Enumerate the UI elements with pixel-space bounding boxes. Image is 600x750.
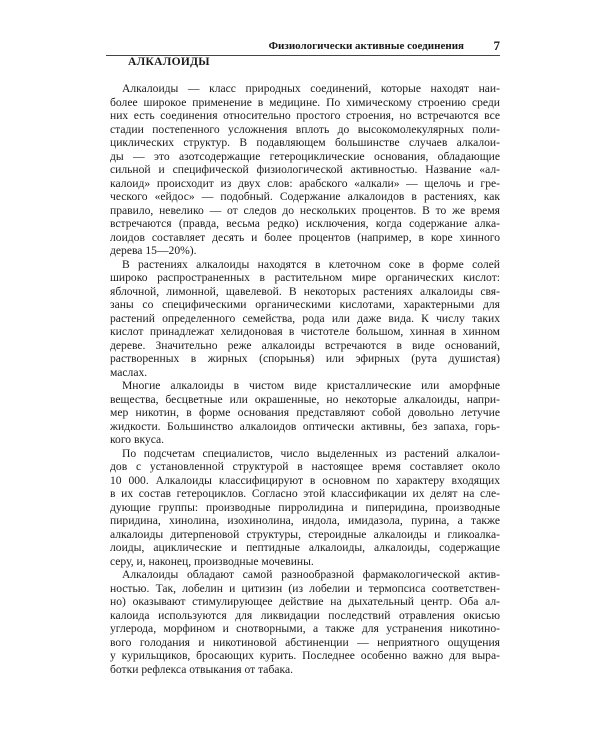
text-line: кого вкуса. (110, 433, 165, 446)
text-line: растворенных в жирных (спорынья) или эфирных (рута душистая) (110, 352, 500, 365)
text-line: жидкости. Большинство алкалоидов оптически активны, без запаха, горь- (110, 419, 500, 433)
text-line: сильной и специфической физиологической активностью. Название «ал- (110, 163, 500, 176)
text-line: пиридина, хинолина, изохинолина, индола, имидазола, пурина, а также (110, 514, 500, 527)
text-line: вещества, бесцветные или окрашенные, но некоторые алкалоиды, напри- (110, 392, 500, 406)
text-line: ботки рефлекса отвыкания от табака. (110, 662, 293, 676)
paragraph (110, 568, 500, 676)
text-line: маслах. (110, 365, 148, 379)
text-line: встречаются (правда, весьма редко) исключения, когда содержание алка- (110, 217, 500, 230)
text-line: калоида используются для ликвидации последствий отравления окисью (110, 608, 500, 622)
text-line: лоидов составляет десять и более процентов (например, в коре хинного (110, 230, 500, 244)
text-line: циклических структур. В подавляющем большинстве случаев алкалои- (110, 136, 500, 149)
text-line: широко распространенных в растительном мире органических кислот: (110, 271, 500, 284)
text-line: По подсчетам специалистов, число выделенных из растений алкалои- (122, 446, 500, 460)
paragraph (110, 258, 500, 380)
text-line: но) оказывают стимулирующее действие на дыхательный центр. Оба ал- (110, 595, 500, 608)
page-number: 7 (493, 38, 500, 53)
paragraph (110, 447, 500, 569)
text-line: дующие группы: производные пирролидина и пиперидина, производные (110, 500, 500, 514)
text-line: углерода, морфином и снотворными, а также для устранения никотино- (110, 622, 500, 635)
text-line: более широкое применение в медицине. По химическому строению среди (110, 95, 500, 109)
text-line: кислот принадлежат хелидоновая в чистотеле большом, хинная в хинном (110, 325, 500, 338)
text-line: алкалоиды дитерпеновой структуры, стероидные алкалоиды и гликоалка- (110, 527, 500, 541)
paragraph (110, 379, 500, 447)
text-line: правило, невелико — от следов до нескольких процентов. В то же время (110, 203, 500, 217)
text-line: мер никотин, в форме основания представляют собой довольно летучие (110, 406, 500, 419)
text-line: серу, и, наконец, производные мочевины. (110, 554, 314, 568)
text-line: дерева 15—20%). (110, 244, 197, 257)
text-line: заны со специфическими органическими кислотами, характерными для (110, 298, 500, 311)
text-line: дереве. Значительно реже алкалоиды встречаются в виде оснований, (110, 338, 500, 352)
text-line: них есть соединения относительно простого строения, но встречаются все (110, 109, 500, 122)
text-line: калоид» происходит из двух слов: арабского «алкали» — щелочь и гре- (110, 176, 500, 190)
running-header (106, 40, 500, 56)
text-line: Многие алкалоиды в чистом виде кристаллические или аморфные (122, 379, 500, 392)
text-line: ды — это азотсодержащие гетероциклические основания, обладающие (110, 149, 500, 163)
text-line: стадии постепенного усложнения вплоть до высокомолекулярных поли- (110, 122, 500, 136)
text-line: в их состав гетероциклов. Согласно этой классификации их делят на сле- (110, 487, 500, 500)
text-line: вого голодания и никотиновой абстиненции — неприятного ощущения (110, 635, 500, 649)
text-line: лоиды, ациклические и пептидные алкалоиды, алкалоиды, содержащие (110, 541, 500, 554)
text-line: 10 000. Алкалоиды классифицируют в основном по характеру входящих (110, 473, 500, 487)
body-text (110, 82, 500, 676)
section-title: АЛКАЛОИДЫ (128, 56, 210, 68)
running-header-title: Физиологически активные соединения (268, 40, 464, 52)
text-line: ностью. Так, лобелин и цитизин (из лобелии и термопсиса соответствен- (110, 581, 500, 595)
text-line: у курильщиков, бросающих курить. Последнее особенно важно для выра- (110, 649, 500, 662)
text-line: Алкалоиды — класс природных соединений, которые находят наи- (122, 82, 500, 95)
text-line: растений определенного семейства, рода или даже вида. К числу таких (110, 311, 500, 325)
text-line: ческого «ейдос» — подобный. Содержание алкалоидов в растениях, как (110, 190, 500, 203)
text-line: В растениях алкалоиды находятся в клеточном соке в форме солей (122, 257, 500, 271)
text-line: Алкалоиды обладают самой разнообразной фармакологической актив- (122, 568, 500, 581)
text-line: яблочной, лимонной, щавелевой. В некоторых растениях алкалоиды свя- (110, 284, 500, 298)
paragraph (110, 82, 500, 258)
text-line: дов с установленной структурой в настоящее время составляет около (110, 460, 500, 473)
